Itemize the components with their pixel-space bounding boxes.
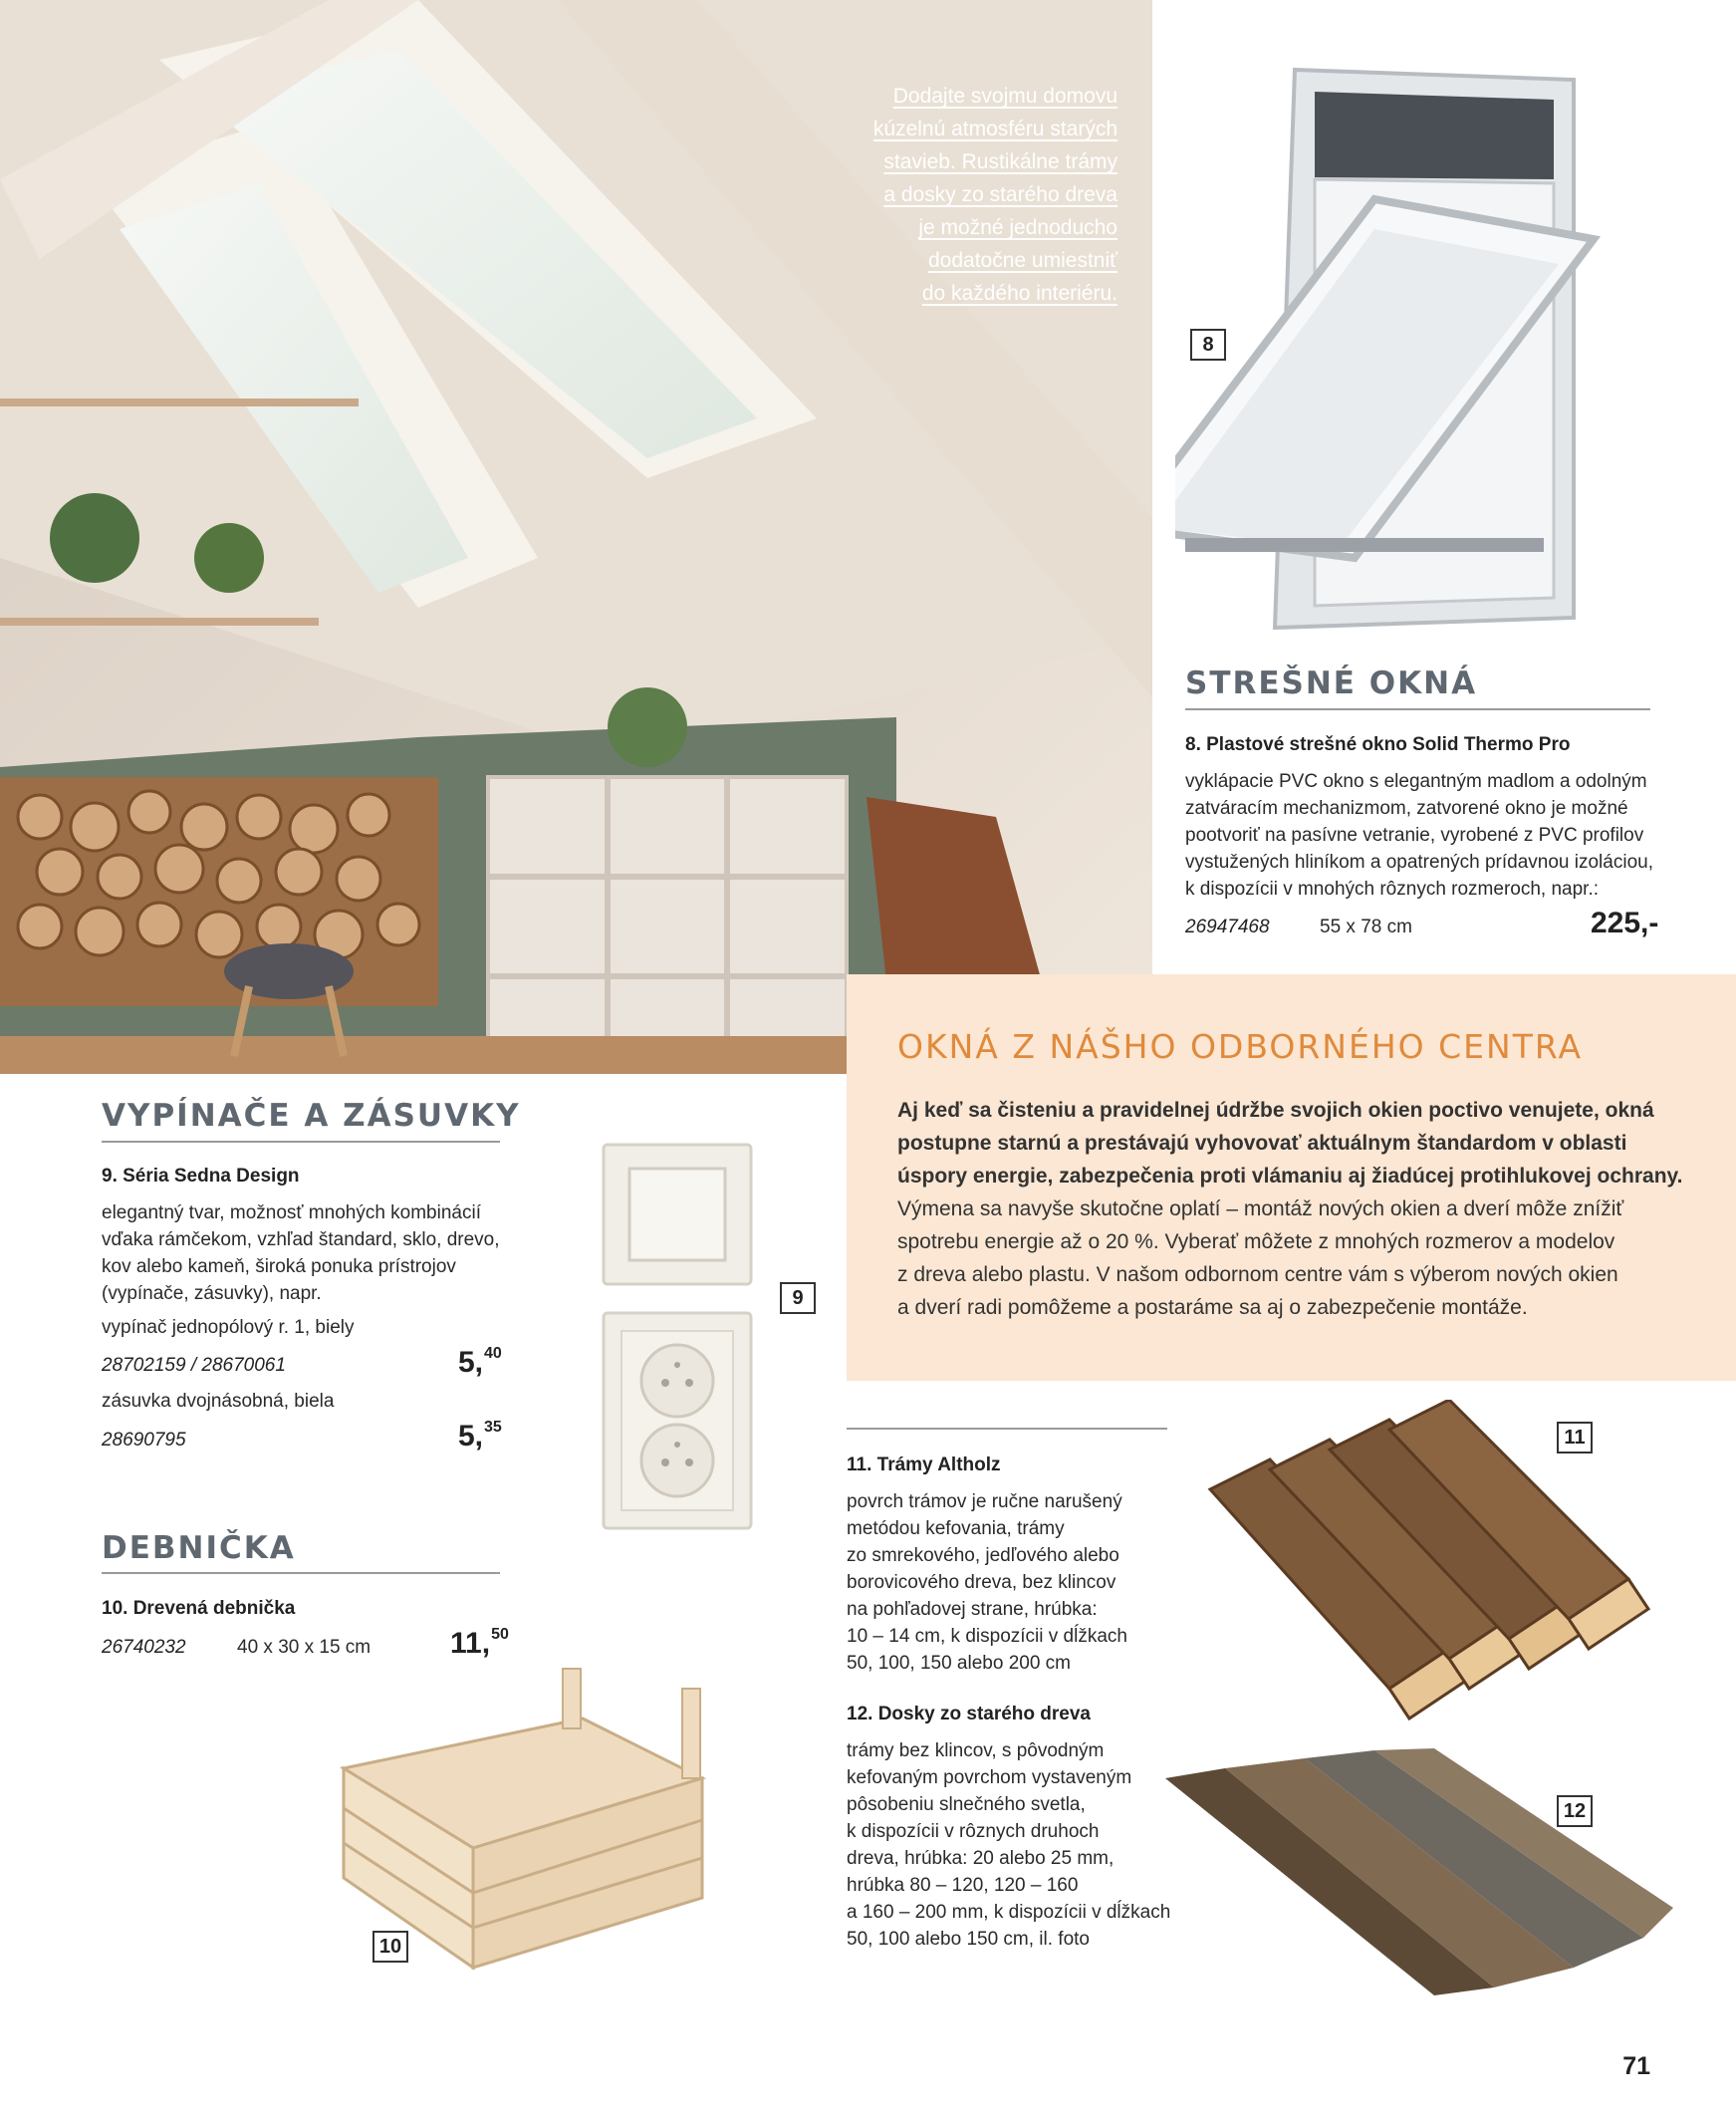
product-title: 11. Trámy Altholz	[847, 1455, 1001, 1475]
product-title: 9. Séria Sedna Design	[102, 1166, 300, 1187]
caption-line: dodatočne umiestniť	[928, 249, 1117, 272]
boards-icon	[1155, 1748, 1683, 1997]
page-number: 71	[1622, 2052, 1650, 2080]
product-title: 10. Drevená debnička	[102, 1598, 296, 1619]
variant-label: zásuvka dvojnásobná, biela	[102, 1391, 335, 1412]
variant-label: vypínač jednopólový r. 1, biely	[102, 1317, 355, 1338]
hero-caption	[767, 80, 1117, 310]
caption-line: stavieb. Rustikálne trámy	[883, 150, 1117, 173]
double-socket-image	[602, 1311, 753, 1530]
section-heading: VYPÍNAČE A ZÁSUVKY	[102, 1098, 521, 1134]
product-code: 26740232	[102, 1637, 186, 1658]
beams-icon	[1200, 1400, 1668, 1728]
roof-window-image	[1175, 60, 1604, 648]
product-description: vyklápacie PVC okno s elegantným madlom a odolným zatváracím mechanizmom, zatvorené okno je možné pootvoriť na pasívne vetranie, vyrobené z PVC profilov vystužených hliníkom a opatrených prídavnou izoláciou, k dispozícii v mnohých rôznych rozmeroch, napr.:	[1185, 771, 1653, 900]
product-code: 26947468	[1185, 917, 1270, 937]
product-title: 12. Dosky zo starého dreva	[847, 1704, 1091, 1724]
product-price: 5,35	[458, 1419, 502, 1453]
old-wood-boards-image	[1155, 1748, 1683, 1997]
crate-icon	[334, 1659, 712, 1978]
section-heading: STREŠNÉ OKNÁ	[1185, 665, 1478, 701]
product-price: 5,40	[458, 1345, 502, 1379]
caption-line: je možné jednoducho	[918, 216, 1117, 239]
service-centre-text: Výmena sa navyše skutočne oplatí – montáž nových okien a dverí môže znížiť spotrebu energie až o 20 %. Vyberať môžete z mnohých rozmerov a modelov z dreva alebo plastu. V našom odbornom centre vám s výberom nových okien a dverí radi pomôžeme a postaráme sa aj o zabezpečenie montáže.	[897, 1197, 1624, 1319]
divider	[1185, 708, 1650, 710]
divider	[102, 1141, 500, 1143]
product-number-badge: 11	[1557, 1422, 1593, 1454]
product-price: 11,50	[450, 1626, 509, 1660]
product-number-badge: 10	[372, 1931, 408, 1963]
caption-line: kúzelnú atmosféru starých	[872, 118, 1117, 140]
divider	[102, 1572, 500, 1574]
service-centre-lead: Aj keď sa čisteniu a pravidelnej údržbe svojich okien poctivo venujete, okná postupne starnú a prestávajú vyhovovať aktuálnym štandardom v oblasti úspory energie, zabezpečenia proti vlámaniu aj žiadúcej protihlukovej ochrany.	[897, 1099, 1683, 1188]
caption-line: a dosky zo starého dreva	[883, 183, 1117, 206]
socket-icon	[602, 1311, 753, 1530]
light-switch-icon	[602, 1143, 753, 1286]
caption-line: Dodajte svojmu domovu	[892, 85, 1117, 108]
section-heading: DEBNIČKA	[102, 1530, 296, 1566]
product-number-badge: 12	[1557, 1795, 1593, 1827]
caption-line: do každého interiéru.	[921, 282, 1117, 305]
product-number-badge: 9	[780, 1282, 816, 1314]
product-number-badge: 8	[1190, 329, 1226, 361]
product-description: elegantný tvar, možnosť mnohých kombinácií vďaka rámčekom, vzhľad štandard, sklo, drevo, kov alebo kameň, široká ponuka prístrojov (vypínače, zásuvky), napr.	[102, 1202, 500, 1304]
product-price: 225,-	[1591, 907, 1659, 939]
product-code: 28690795	[102, 1430, 186, 1451]
service-centre-title: OKNÁ Z NÁŠHO ODBORNÉHO CENTRA	[897, 1027, 1584, 1066]
roof-window-icon	[1175, 60, 1604, 648]
product-title: 8. Plastové strešné okno Solid Thermo Pro	[1185, 734, 1571, 755]
product-size: 55 x 78 cm	[1320, 917, 1412, 937]
product-description: povrch trámov je ručne narušený metódou kefovania, trámy zo smrekového, jedľového alebo borovicového dreva, bez klincov na pohľadovej strane, hrúbka: 10 – 14 cm, k dispozícii v dĺžkach 50, 100, 150 alebo 200 cm	[847, 1491, 1127, 1674]
wooden-beams-image	[1200, 1400, 1668, 1728]
product-description: trámy bez klincov, s pôvodným kefovaným povrchom vystaveným pôsobeniu slnečného svetla, k dispozícii v rôznych druhoch dreva, hrúbka: 20 alebo 25 mm, hrúbka 80 – 120, 120 – 160 a 160 – 200 mm, k dispozícii v dĺžkach 50, 100 alebo 150 cm, il. foto	[847, 1740, 1171, 1950]
wooden-crate-image	[334, 1659, 712, 1978]
hero-photo	[0, 0, 1152, 1074]
divider	[847, 1428, 1167, 1430]
product-code: 28702159 / 28670061	[102, 1355, 286, 1376]
product-size: 40 x 30 x 15 cm	[237, 1637, 372, 1658]
light-switch-image	[602, 1143, 753, 1286]
